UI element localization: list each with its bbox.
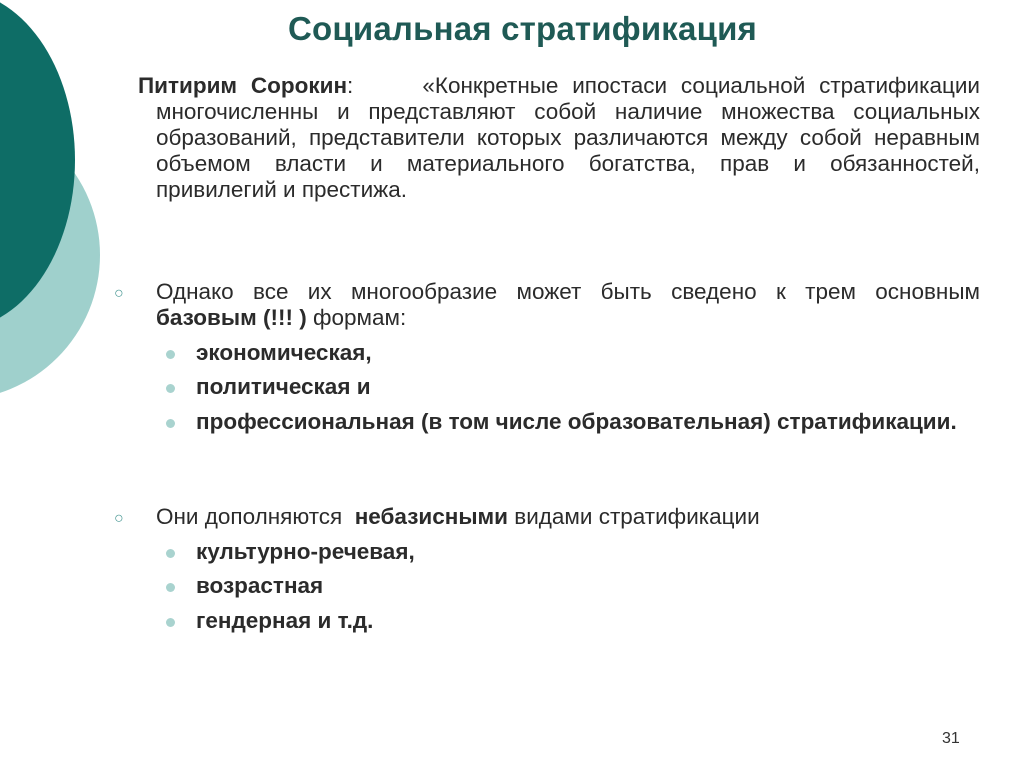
section1-lead: Однако все их многообразие может быть сведено к трем основным базовым (!!! ) формам: xyxy=(156,279,980,330)
quote-author: Питирим Сорокин xyxy=(138,73,348,98)
section2-lead: Они дополняются небазисными видами стратификации xyxy=(156,504,760,529)
bullet-dot-icon xyxy=(166,350,175,359)
list-item: политическая и xyxy=(196,374,371,399)
quote-text: «Конкретные ипостаси социальной стратификации многочисленны и представляют собой наличие множества социальных образований, представители которых различаются между собой неравным объемом власти и материального богатства, прав и обязанностей, привилегий и престижа. xyxy=(156,73,980,202)
bullet-dot-icon xyxy=(166,583,175,592)
list-item: возрастная xyxy=(196,573,324,598)
bullet-dot-icon xyxy=(166,618,175,627)
section1-bold: базовым xyxy=(156,305,257,330)
list-item: экономическая, xyxy=(196,340,372,365)
slide-title: Социальная стратификация xyxy=(288,10,758,47)
bullet-dot-icon xyxy=(166,384,175,393)
list-item: гендерная и т.д. xyxy=(196,608,374,633)
page-number: 31 xyxy=(942,730,960,747)
bullet-ring-icon: ○ xyxy=(114,510,124,527)
list-item: профессиональная (в том числе образовательная) стратификации. xyxy=(196,409,957,434)
section2-bold: небазисными xyxy=(354,504,509,529)
bullet-dot-icon xyxy=(166,419,175,428)
bullet-ring-icon: ○ xyxy=(114,285,124,302)
bullet-dot-icon xyxy=(166,549,175,558)
list-item: культурно-речевая, xyxy=(196,539,415,564)
sorokin-quote: Питирим Сорокин: «Конкретные ипостаси социальной стратификации многочисленны и представляют собой наличие множества социальных образований, представители которых различаются между собой неравным объемом власти и материального богатства, прав и обязанностей, привилегий и престижа. xyxy=(138,73,980,202)
